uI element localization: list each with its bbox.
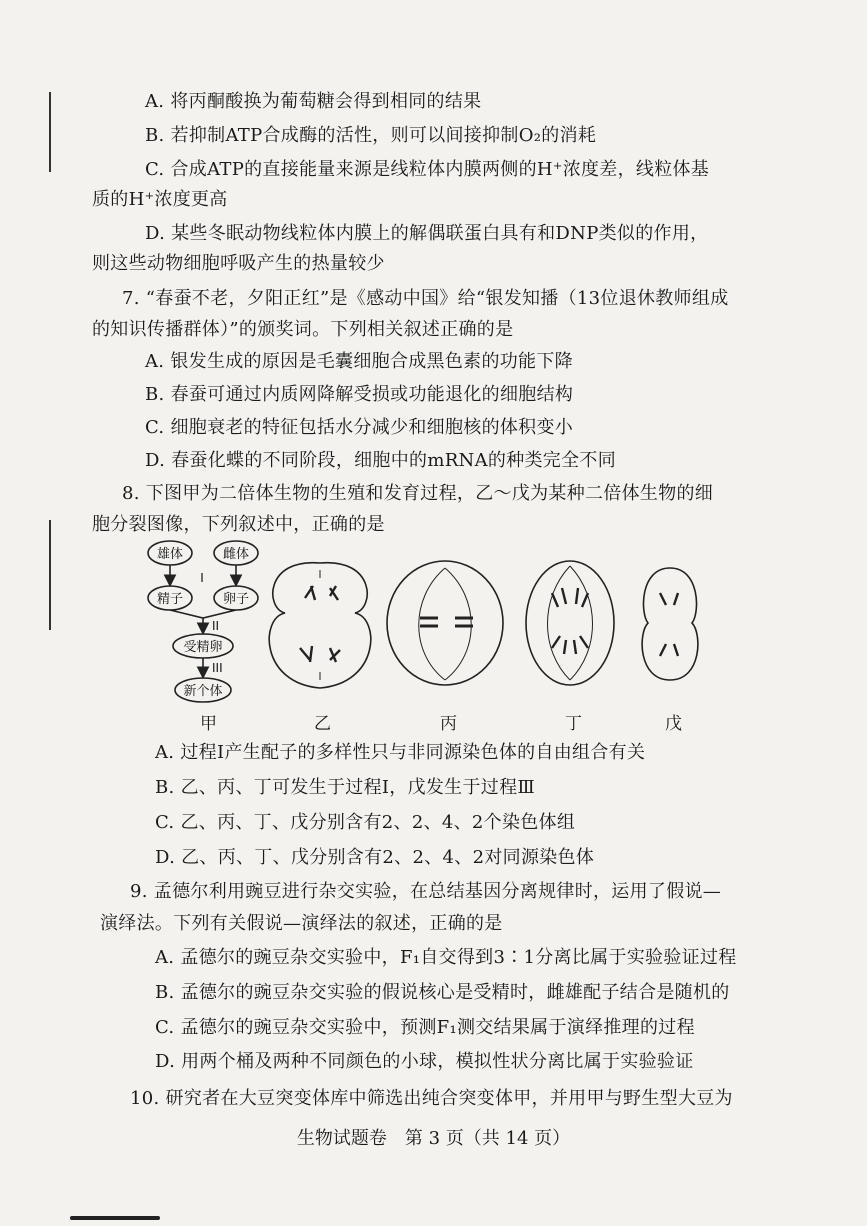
cell-wu <box>642 568 698 680</box>
scan-mark <box>70 1216 160 1220</box>
option-9d: D. 用两个桶及两种不同颜色的小球，模拟性状分离比属于实验验证 <box>155 1051 694 1072</box>
option-6c-cont: 质的H⁺浓度更高 <box>92 189 228 210</box>
question-7-stem-cont: 的知识传播群体）”的颁奖词。下列相关叙述正确的是 <box>92 319 514 340</box>
option-6b: B. 若抑制ATP合成酶的活性，则可以间接抑制O₂的消耗 <box>145 125 597 146</box>
question-9-stem-cont: 演绎法。下列有关假说—演绎法的叙述，正确的是 <box>100 913 503 934</box>
question-8-stem-cont: 胞分裂图像，下列叙述中，正确的是 <box>92 514 385 535</box>
option-8b: B. 乙、丙、丁可发生于过程Ⅰ，戊发生于过程Ⅲ <box>155 777 536 798</box>
panel-label-bing: 丙 <box>440 714 457 734</box>
option-8a: A. 过程Ⅰ产生配子的多样性只与非同源染色体的自由组合有关 <box>155 742 646 763</box>
node-female: 雌体 <box>222 547 250 562</box>
option-6d-cont: 则这些动物细胞呼吸产生的热量较少 <box>92 253 385 274</box>
option-7a: A. 银发生成的原因是毛囊细胞合成黑色素的功能下降 <box>145 351 573 372</box>
option-9a: A. 孟德尔的豌豆杂交实验中，F₁自交得到3∶1分离比属于实验验证过程 <box>155 947 737 968</box>
option-8d: D. 乙、丙、丁、戊分别含有2、2、4、2对同源染色体 <box>155 847 595 868</box>
panel-label-wu: 戊 <box>665 714 682 734</box>
scan-margin-line <box>49 92 51 172</box>
option-7d: D. 春蚕化蝶的不同阶段，细胞中的mRNA的种类完全不同 <box>145 450 617 471</box>
option-7b: B. 春蚕可通过内质网降解受损或功能退化的细胞结构 <box>145 384 574 405</box>
option-8c: C. 乙、丙、丁、戊分别含有2、2、4、2个染色体组 <box>155 812 576 833</box>
panel-label-ding: 丁 <box>565 714 582 734</box>
question-8-stem: 8. 下图甲为二倍体生物的生殖和发育过程，乙～戊为某种二倍体生物的细 <box>122 483 714 504</box>
option-7c: C. 细胞衰老的特征包括水分减少和细胞核的体积变小 <box>145 417 574 438</box>
option-9b: B. 孟德尔的豌豆杂交实验的假说核心是受精时，雌雄配子结合是随机的 <box>155 982 730 1003</box>
cell-yi <box>269 563 371 688</box>
node-zygote: 受精卵 <box>183 640 223 655</box>
page-footer: 生物试题卷 第 3 页（共 14 页） <box>296 1128 571 1149</box>
process-label-1: I <box>200 571 204 585</box>
option-6a: A. 将丙酮酸换为葡萄糖会得到相同的结果 <box>145 91 482 112</box>
panel-label-yi: 乙 <box>314 714 331 734</box>
cell-division-figure <box>140 538 720 738</box>
node-egg: 卵子 <box>222 592 250 607</box>
process-label-3: III <box>212 661 223 675</box>
question-9-stem: 9. 孟德尔利用豌豆进行杂交实验，在总结基因分离规律时，运用了假说— <box>130 881 722 902</box>
reproduction-flow-diagram <box>148 541 258 702</box>
process-label-2: II <box>212 619 220 633</box>
node-male: 雄体 <box>156 547 184 562</box>
option-6d: D. 某些冬眠动物线粒体内膜上的解偶联蛋白具有和DNP类似的作用， <box>145 223 709 244</box>
cell-bing <box>387 561 503 685</box>
node-offspring: 新个体 <box>183 684 223 699</box>
option-6c: C. 合成ATP的直接能量来源是线粒体内膜两侧的H⁺浓度差，线粒体基 <box>145 159 710 180</box>
question-7-stem: 7. “春蚕不老，夕阳正红”是《感动中国》给“银发知播（13位退休教师组成 <box>122 288 729 309</box>
question-10-stem: 10. 研究者在大豆突变体库中筛选出纯合突变体甲，并用甲与野生型大豆为 <box>130 1088 733 1109</box>
cell-ding <box>526 561 614 685</box>
node-sperm: 精子 <box>156 592 184 607</box>
panel-label-jia: 甲 <box>200 714 217 734</box>
scan-margin-line <box>49 520 51 630</box>
option-9c: C. 孟德尔的豌豆杂交实验中，预测F₁测交结果属于演绎推理的过程 <box>155 1017 695 1038</box>
